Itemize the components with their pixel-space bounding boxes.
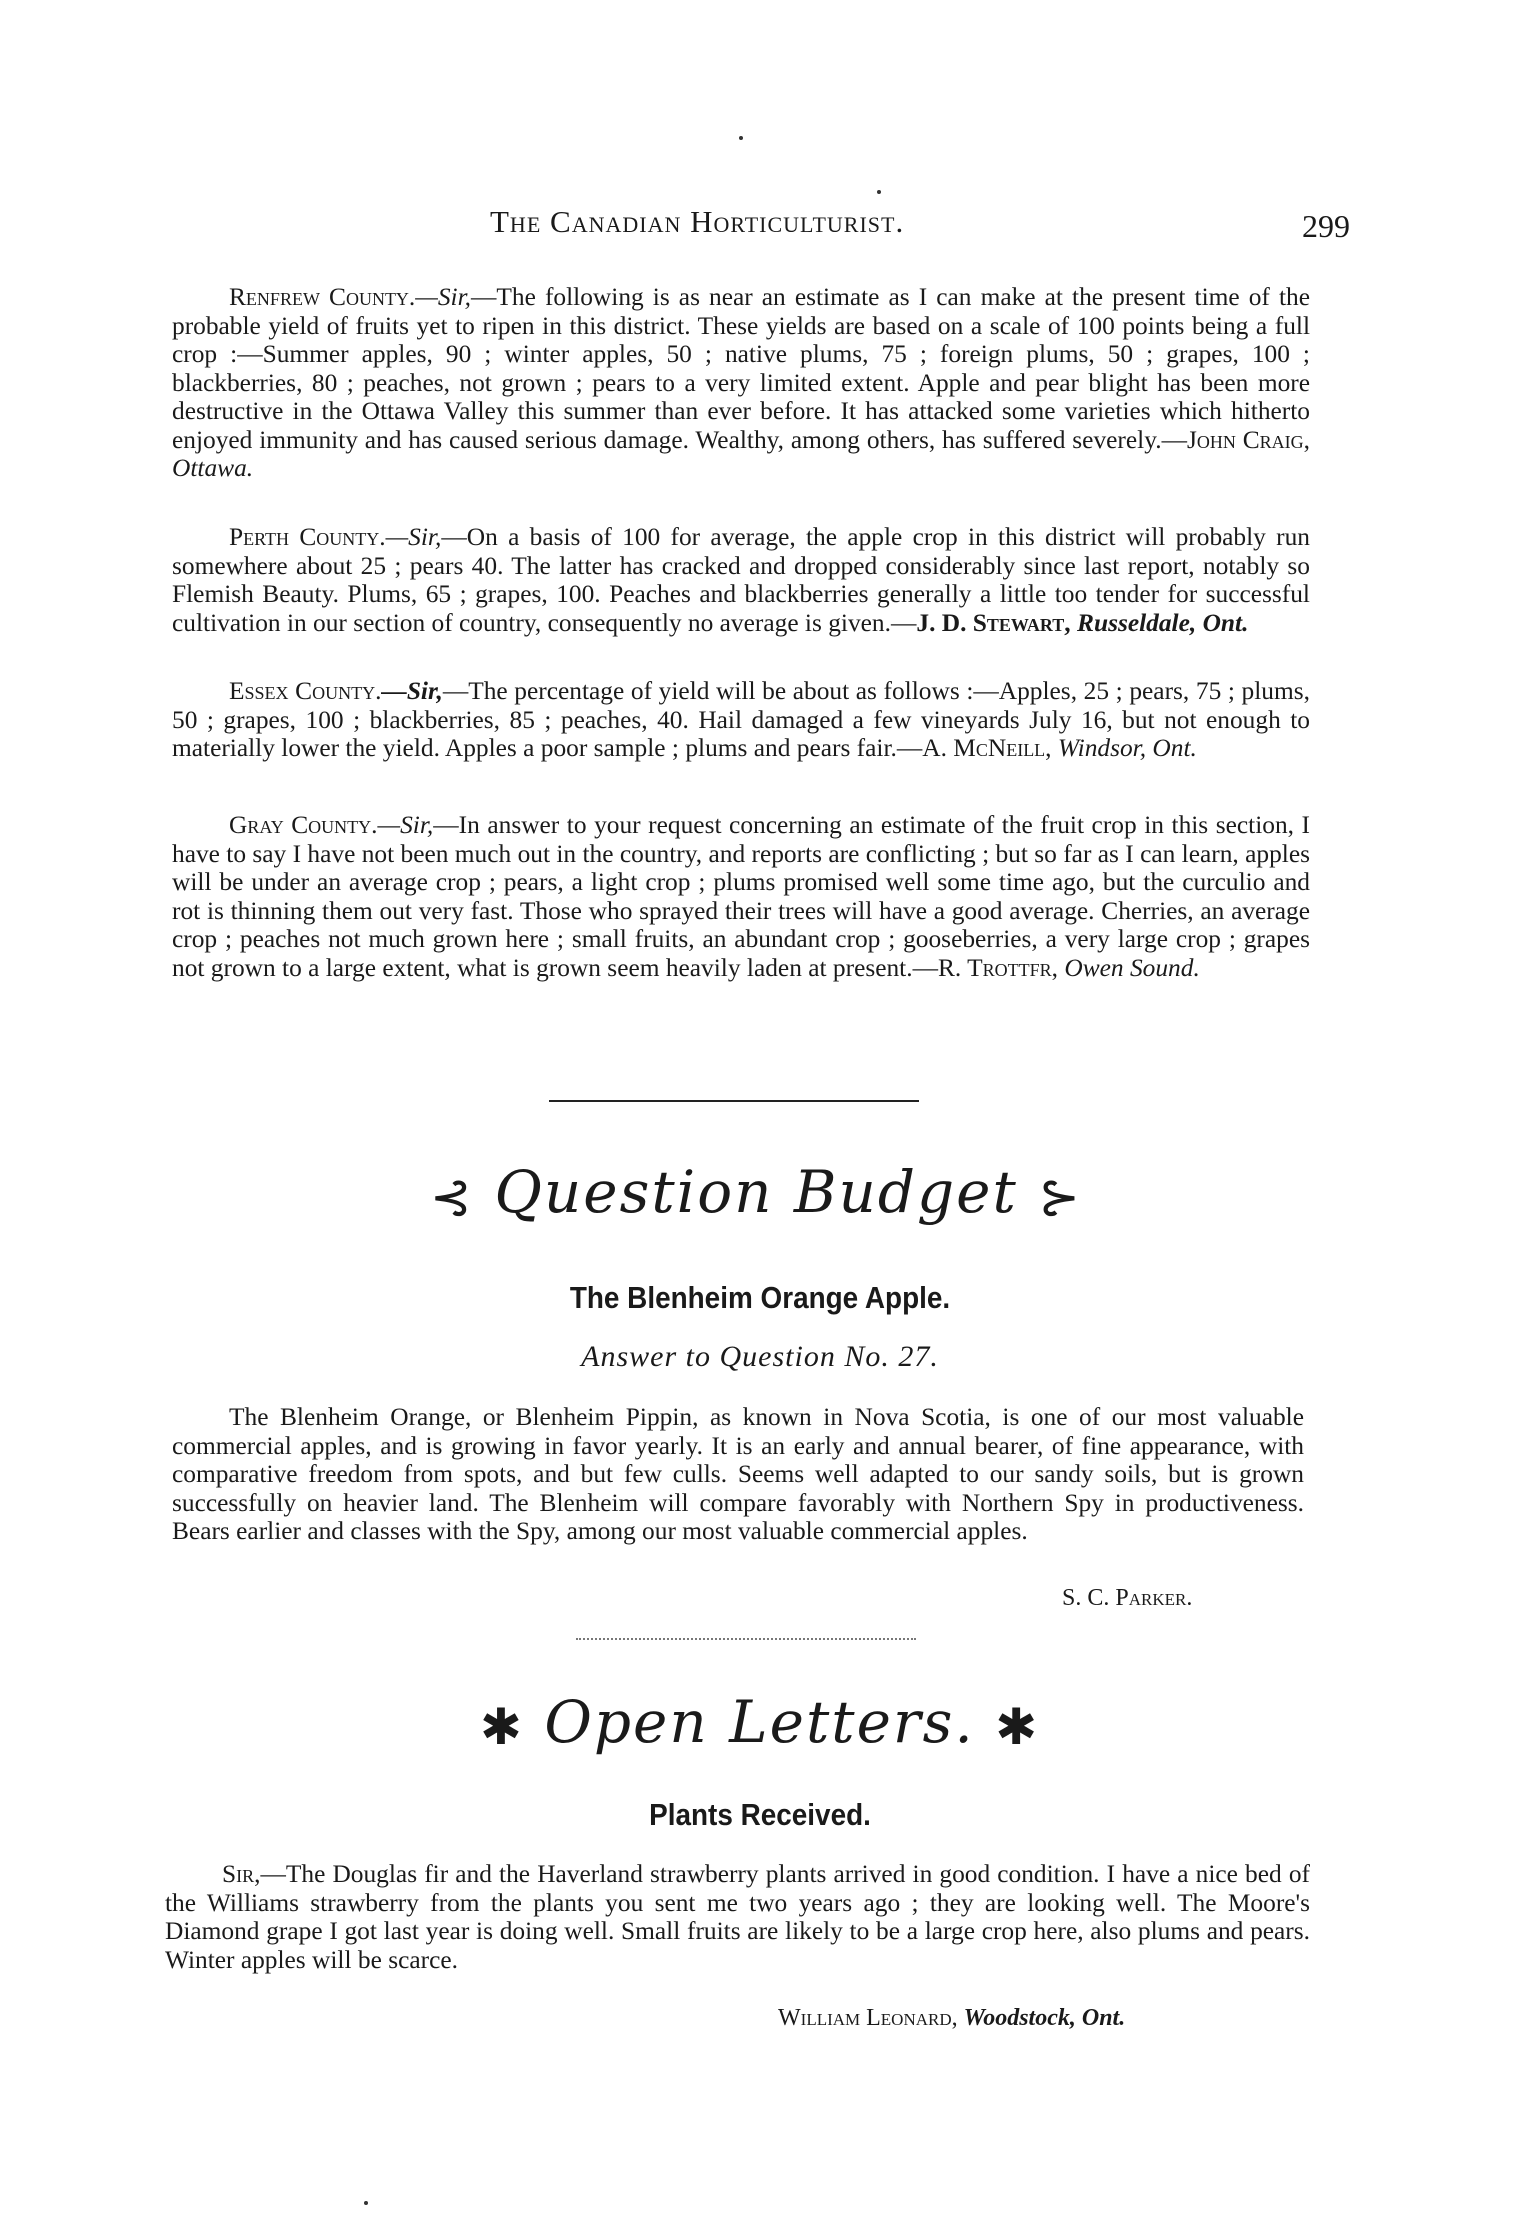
running-header <box>170 204 1350 254</box>
article-title: The Blenheim Orange Apple. <box>569 1280 951 1315</box>
open-letters-heading: ✱ Open Letters. ✱ <box>480 1688 1040 1756</box>
report-renfrew <box>172 283 1310 483</box>
section-divider <box>549 1100 919 1102</box>
question-budget-body <box>172 1403 1304 1546</box>
letter-signature: William Leonard, Woodstock, Ont. <box>778 2005 1126 2031</box>
report-gray <box>172 811 1310 982</box>
report-perth <box>172 523 1310 637</box>
page-number: 299 <box>1302 208 1350 244</box>
letter-paragraph: Sir,—The Douglas fir and the Haverland strawberry plants arrived in good condition. I have a nice bed of the Williams strawberry from the plants you sent me two years ago ; they are looking well. The Moore's Diamond grape I got last year is doing well. Small fruits are likely to be a large crop here, also plums and pears. Winter apples will be scarce. <box>165 1860 1310 1974</box>
open-letter-body <box>165 1860 1310 1974</box>
report-paragraph: Renfrew County.—Sir,—The following is as near an estimate as I can make at the present time of the probable yield of fruits yet to ripen in this district. These yields are based on a scale of 100 points being a full crop :—Summer apples, 90 ; winter apples, 50 ; native plums, 75 ; foreign plums, 50 ; grapes, 100 ; blackberries, 80 ; peaches, not grown ; pears to a very limited extent. Apple and pear blight has been more destructive in the Ottawa Valley this summer than ever before. It has attacked some varieties which hitherto enjoyed immunity and has caused serious damage. Wealthy, among others, has suffered severely.—John Craig, Ottawa. <box>172 283 1310 482</box>
print-speck <box>364 2201 368 2205</box>
ornament-left-icon: ⊰ <box>430 1167 474 1226</box>
report-paragraph: Perth County.—Sir,—On a basis of 100 for average, the apple crop in this district will probably run somewhere about 25 ; pears 40. The latter has cracked and dropped considerably since last report, notably so Flemish Beauty. Plums, 65 ; grapes, 100. Peaches and blackberries generally a little too tender for successful cultivation in our section of country, consequently no average is given.—J. D. Stewart, Russeldale, Ont. <box>172 523 1310 637</box>
article-subtitle: Answer to Question No. 27. <box>581 1340 939 1373</box>
letter-title: Plants Received. <box>649 1797 871 1832</box>
article-paragraph: The Blenheim Orange, or Blenheim Pippin, as known in Nova Scotia, is one of our most valuable commercial apples, and is growing in favor yearly. It is an early and annual bearer, of fine appearance, with comparative freedom from spots, and but few culls. Seems well adapted to our sandy soils, but is grown successfully on heavier land. The Blenheim will compare favorably with Northern Spy in productiveness. Bears earlier and classes with the Spy, among our most valuable commercial apples. <box>172 1403 1304 1545</box>
print-speck <box>877 190 881 194</box>
report-essex <box>172 677 1310 763</box>
report-paragraph: Essex County.—Sir,—The percentage of yield will be about as follows :—Apples, 25 ; pears, 75 ; plums, 50 ; grapes, 100 ; blackberries, 85 ; peaches, 40. Hail damaged a few vineyards July 16, but not enough to materially lower the yield. Apples a poor sample ; plums and pears fair.—A. McNeill, Windsor, Ont. <box>172 677 1310 762</box>
question-budget-heading: ⊰ Question Budget ⊱ <box>430 1158 1083 1226</box>
ornament-right-icon: ⊱ <box>1038 1167 1083 1226</box>
article-signature: S. C. Parker. <box>1062 1585 1193 1611</box>
report-paragraph: Gray County.—Sir,—In answer to your request concerning an estimate of the fruit crop in this section, I have to say I have not been much out in the country, and reports are conflicting ; but so far as I can learn, apples will be under an average crop ; pears, a light crop ; plums promised well some time ago, but the curculio and rot is thinning them out very fast. Those who sprayed their trees will have a good average. Cherries, an average crop ; peaches not much grown here ; small fruits, an abundant crop ; gooseberries, a very large crop ; grapes not grown to a large extent, what is grown seem heavily laden at present.—R. Trottfr, Owen Sound. <box>172 811 1311 982</box>
asterism-right-icon: ✱ <box>995 1697 1040 1756</box>
journal-title: The Canadian Horticulturist. <box>490 204 905 239</box>
section-divider <box>576 1638 916 1640</box>
asterism-left-icon: ✱ <box>480 1697 524 1756</box>
print-speck <box>739 136 743 140</box>
